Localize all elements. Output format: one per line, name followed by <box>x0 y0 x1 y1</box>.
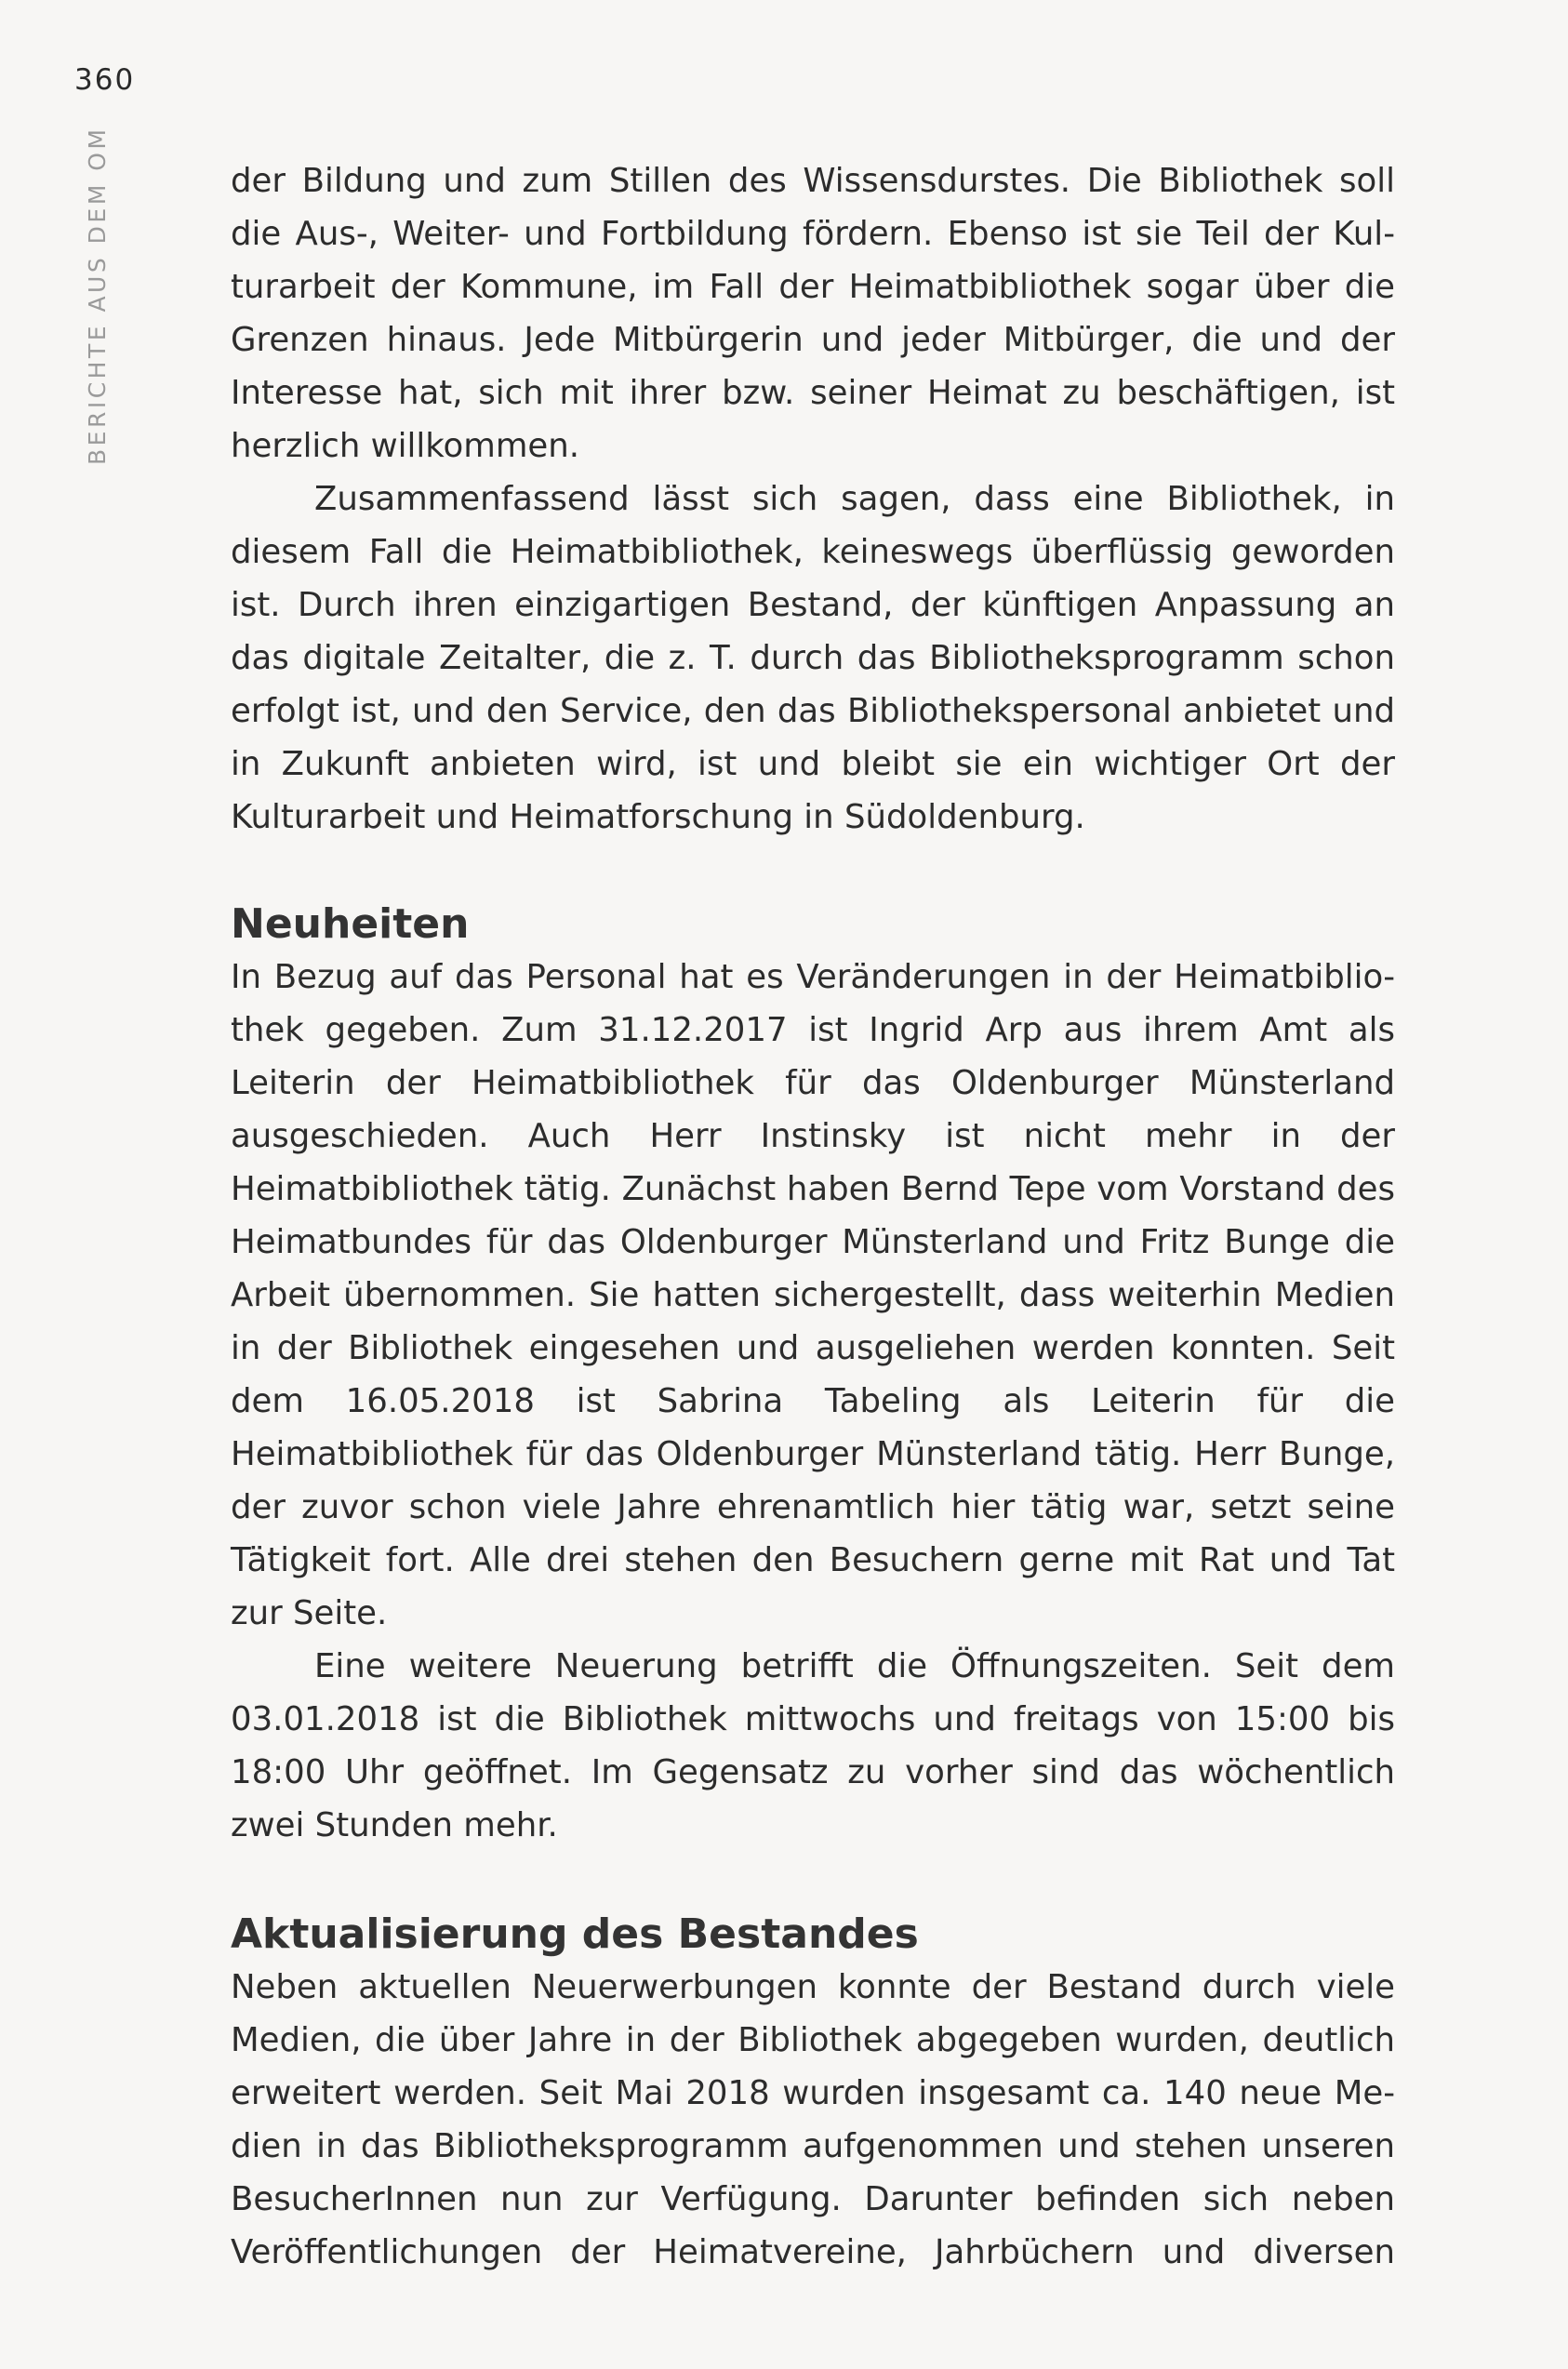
paragraph-zusammenfassung: Zusammenfassend lässt sich sagen, dass eine Bibliothek, in diesem Fall die Heimatbibliothek, keineswegs überflüssig geworden ist. Durch ihren einzigartigen Bestand, der künftigen Anpassung an das digitale Zeitalter, die z. T. durch das Bibliotheksprogramm schon erfolgt ist, und den Service, den das Bibliothekspersonal anbietet und in Zukunft anbieten wird, ist und bleibt sie ein wichtiger Ort der Kulturarbeit und Heimatforschung in Südoldenburg. <box>231 480 1395 836</box>
running-head: BERICHTE AUS DEM OM <box>84 126 111 465</box>
page-number: 360 <box>74 63 136 97</box>
paragraph-oeffnungszeiten: Eine weitere Neuerung betrifft die Öffnungszeiten. Seit dem 03.01.2018 ist die Bibliothek mittwochs und freitags von 15:00 bis 18:00 Uhr geöffnet. Im Gegensatz zu vorher sind das wöchentlich zwei Stunden mehr. <box>231 1647 1395 1844</box>
heading-aktualisierung: Aktualisierung des Bestandes <box>231 1910 919 1958</box>
paragraph-personal: In Bezug auf das Personal hat es Veränderungen in der Heimatbibliothek gegeben. Zum 31.12.2017 ist Ingrid Arp aus ihrem Amt als Leiterin der Heimatbibliothek für das Oldenburger Münsterland ausgeschieden. Auch Herr Instinsky ist nicht mehr in der Heimatbibliothek tätig. Zunächst haben Bernd Tepe vom Vorstand des Heimatbundes für das Oldenburger Münsterland und Fritz Bunge die Arbeit übernommen. Sie hatten sichergestellt, dass weiterhin Medien in der Bibliothek eingesehen und ausgeliehen werden konnten. Seit dem 16.05.2018 ist Sabrina Tabeling als Leiterin für die Heimatbibliothek für das Oldenburger Münsterland tätig. Herr Bunge, der zuvor schon viele Jahre ehrenamtlich hier tätig war, setzt seine Tätigkeit fort. Alle drei stehen den Besuchern gerne mit Rat und Tat zur Seite. <box>231 958 1395 1632</box>
paragraph-bildung: der Bildung und zum Stillen des Wissensdurstes. Die Bibliothek soll die Aus-, Weiter- und Fortbildung fördern. Ebenso ist sie Teil der Kulturarbeit der Kommune, im Fall der Heimatbibliothek sogar über die Grenzen hinaus. Jede Mitbürgerin und jeder Mitbürger, die und der Interesse hat, sich mit ihrer bzw. seiner Heimat zu beschäftigen, ist herzlich willkommen. <box>231 162 1395 465</box>
body-text <box>231 154 1395 2279</box>
heading-neuheiten: Neuheiten <box>231 900 470 948</box>
paragraph-bestand: Neben aktuellen Neuerwerbungen konnte der Bestand durch viele Medien, die über Jahre in der Bibliothek abgegeben wurden, deutlich erweitert werden. Seit Mai 2018 wurden insgesamt ca. 140 neue Medien in das Bibliotheksprogramm aufgenommen und stehen unseren BesucherInnen nun zur Verfügung. Darunter befinden sich neben Veröffentlichungen der Heimatvereine, Jahrbüchern und diversen <box>231 1968 1395 2271</box>
